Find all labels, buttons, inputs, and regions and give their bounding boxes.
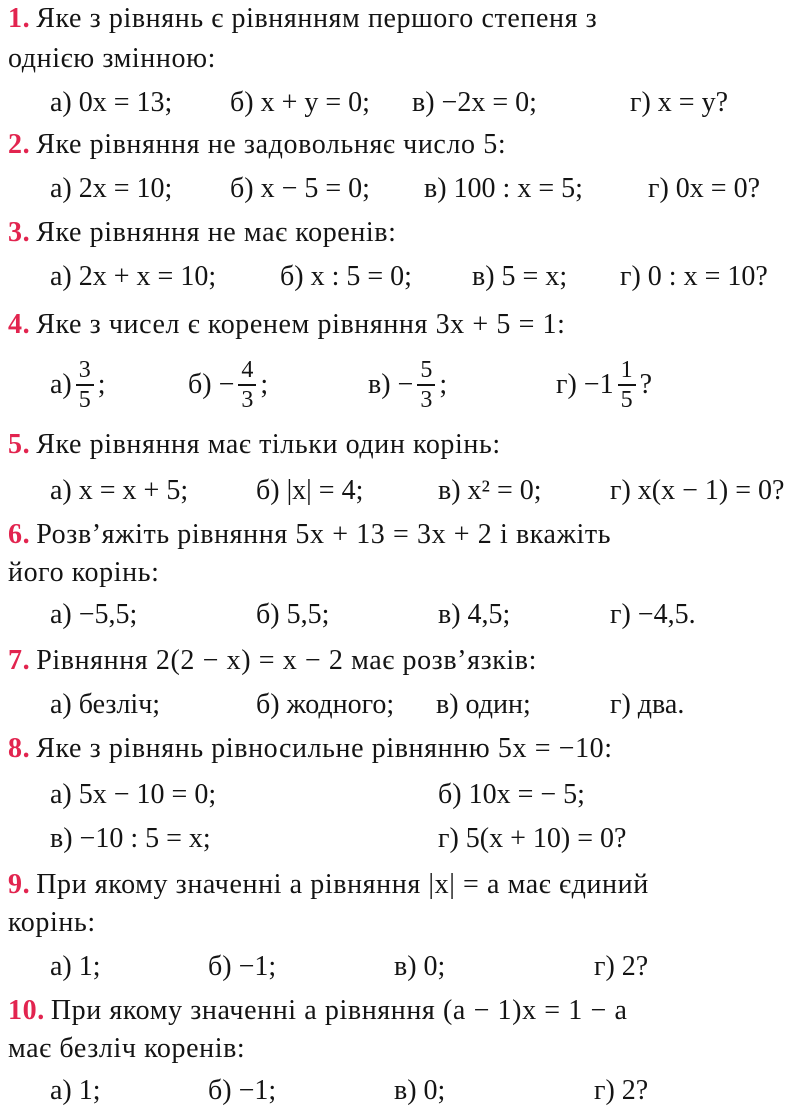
- answer-option-c[interactable]: в) 4,5;: [438, 599, 511, 630]
- question-text-continued: його корінь:: [8, 557, 160, 588]
- question-number: 3.: [8, 217, 31, 248]
- question-number: 5.: [8, 429, 31, 460]
- answer-option-c[interactable]: в) −10 : 5 = x;: [50, 823, 211, 854]
- answers-q4: [50, 350, 803, 420]
- question-number: 10.: [8, 995, 45, 1026]
- answer-option-a[interactable]: а) 0x = 13;: [50, 87, 173, 118]
- answer-option-d[interactable]: г) 2?: [594, 1075, 649, 1106]
- fraction-denominator: 3: [241, 387, 254, 413]
- question-number: 9.: [8, 869, 31, 900]
- answer-option-c[interactable]: в) −2x = 0;: [412, 87, 537, 118]
- answer-option-a[interactable]: а) 1;: [50, 1075, 101, 1106]
- answer-option-b[interactable]: б) −1;: [208, 951, 277, 982]
- answer-option-b[interactable]: б) 5,5;: [256, 599, 330, 630]
- question-text: Яке з рівнянь рівносильне рівнянню 5x = −10:: [36, 733, 613, 764]
- answer-option-c[interactable]: в) 5 = x;: [472, 261, 568, 292]
- fraction-numerator: 3: [76, 356, 94, 386]
- answer-option-a[interactable]: а) 1;: [50, 951, 101, 982]
- question-1-continued: [8, 42, 803, 76]
- fraction: [76, 356, 94, 414]
- answer-option-c[interactable]: в) 0;: [394, 1075, 446, 1106]
- answer-option-b[interactable]: б) −1;: [208, 1075, 277, 1106]
- answer-option-a[interactable]: а) x = x + 5;: [50, 475, 189, 506]
- answer-option-b[interactable]: б) 10x = − 5;: [438, 779, 585, 810]
- answer-option-d[interactable]: г) x(x − 1) = 0?: [610, 475, 785, 506]
- answer-option-c[interactable]: в) 0;: [394, 951, 446, 982]
- option-label: б) −: [188, 369, 235, 400]
- question-number: 1.: [8, 3, 31, 34]
- answer-option-a[interactable]: а) 5x − 10 = 0;: [50, 779, 217, 810]
- answer-option-b[interactable]: б) жодного;: [256, 689, 395, 720]
- fraction-denominator: 5: [78, 387, 91, 413]
- answer-option-d[interactable]: г) два.: [610, 689, 685, 720]
- question-text: При якому значенні a рівняння (a − 1)x = 1 − a: [50, 995, 628, 1026]
- question-number: 6.: [8, 519, 31, 550]
- question-9: [8, 868, 803, 902]
- answer-option-b[interactable]: б) x : 5 = 0;: [280, 261, 412, 292]
- question-text-continued: корінь:: [8, 907, 96, 938]
- question-6: [8, 518, 803, 552]
- answer-option-c[interactable]: в) 100 : x = 5;: [424, 173, 583, 204]
- question-number: 7.: [8, 645, 31, 676]
- question-6-continued: [8, 556, 803, 590]
- answer-option-a[interactable]: а) безліч;: [50, 689, 161, 720]
- answer-option-d[interactable]: [556, 350, 652, 420]
- answer-option-d[interactable]: г) 0x = 0?: [648, 173, 761, 204]
- option-label: а): [50, 369, 72, 400]
- question-text: Яке з чисел є коренем рівняння 3x + 5 = 1:: [36, 309, 566, 340]
- question-number: 2.: [8, 129, 31, 160]
- question-text: Яке з рівнянь є рівнянням першого степеня з: [36, 3, 598, 34]
- answer-option-d[interactable]: г) 2?: [594, 951, 649, 982]
- fraction-denominator: 5: [620, 387, 633, 413]
- question-10-continued: [8, 1032, 803, 1066]
- fraction-numerator: 4: [238, 356, 256, 386]
- answer-option-b[interactable]: б) x + y = 0;: [230, 87, 370, 118]
- question-text: Яке рівняння має тільки один корінь:: [36, 429, 501, 460]
- question-9-continued: [8, 906, 803, 940]
- question-text-continued: однією змінною:: [8, 43, 216, 74]
- question-3: [8, 216, 803, 250]
- question-4: [8, 308, 803, 342]
- fraction-numerator: 1: [618, 356, 636, 386]
- answer-option-b[interactable]: [188, 350, 268, 420]
- fraction-numerator: 5: [417, 356, 435, 386]
- question-2: [8, 128, 803, 162]
- question-text: При якому значенні a рівняння |x| = a має єдиний: [36, 869, 649, 900]
- question-10: [8, 994, 803, 1028]
- question-text: Рівняння 2(2 − x) = x − 2 має розв’язків:: [36, 645, 538, 676]
- answer-option-c[interactable]: в) один;: [436, 689, 531, 720]
- question-5: [8, 428, 803, 462]
- question-number: 4.: [8, 309, 31, 340]
- answer-option-a[interactable]: [50, 350, 106, 420]
- question-text: Розв’яжіть рівняння 5x + 13 = 3x + 2 і вкажіть: [36, 519, 612, 550]
- option-end: ;: [97, 369, 106, 400]
- answer-option-c[interactable]: в) x² = 0;: [438, 475, 542, 506]
- answer-option-d[interactable]: г) x = y?: [630, 87, 729, 118]
- option-end: ;: [439, 369, 448, 400]
- fraction: [618, 356, 636, 414]
- option-label: г) −1: [556, 369, 614, 400]
- fraction-denominator: 3: [420, 387, 433, 413]
- question-text: Яке рівняння не задовольняє число 5:: [36, 129, 507, 160]
- answer-option-d[interactable]: г) 0 : x = 10?: [620, 261, 768, 292]
- question-7: [8, 644, 803, 678]
- answer-option-c[interactable]: [368, 350, 447, 420]
- answer-option-d[interactable]: г) −4,5.: [610, 599, 696, 630]
- question-text-continued: має безліч коренів:: [8, 1033, 246, 1064]
- question-1: [8, 2, 803, 36]
- answer-option-a[interactable]: а) 2x + x = 10;: [50, 261, 217, 292]
- answer-option-d[interactable]: г) 5(x + 10) = 0?: [438, 823, 627, 854]
- option-end: ?: [639, 369, 653, 400]
- question-number: 8.: [8, 733, 31, 764]
- fraction: [238, 356, 256, 414]
- answer-option-a[interactable]: а) −5,5;: [50, 599, 138, 630]
- option-label: в) −: [368, 369, 414, 400]
- answer-option-b[interactable]: б) x − 5 = 0;: [230, 173, 370, 204]
- answer-option-b[interactable]: б) |x| = 4;: [256, 475, 364, 506]
- question-text: Яке рівняння не має коренів:: [36, 217, 397, 248]
- fraction: [417, 356, 435, 414]
- question-8: [8, 732, 803, 766]
- option-end: ;: [260, 369, 269, 400]
- answer-option-a[interactable]: а) 2x = 10;: [50, 173, 173, 204]
